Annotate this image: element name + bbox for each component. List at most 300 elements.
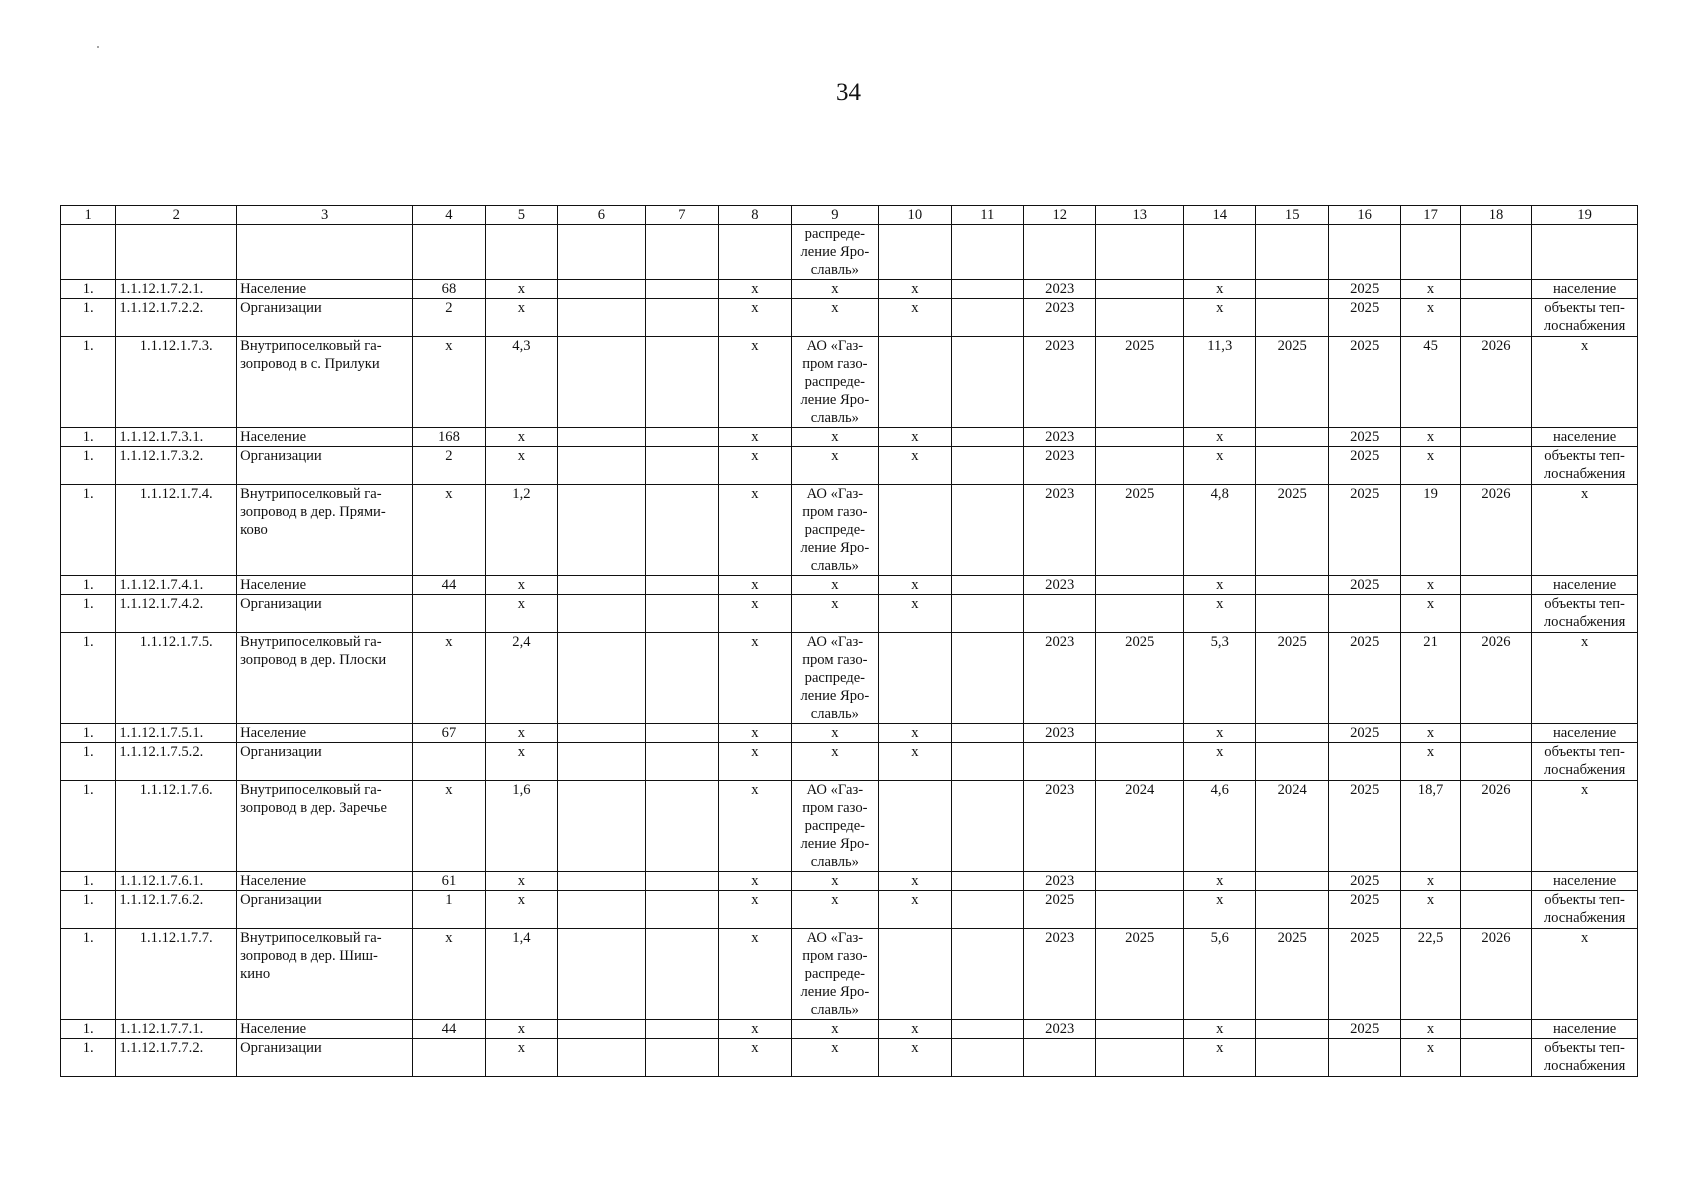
table-cell: 4,6 — [1184, 781, 1256, 872]
table-cell: 45 — [1401, 337, 1460, 428]
table-cell: 61 — [413, 872, 485, 891]
table-cell — [951, 633, 1023, 724]
table-cell: население — [1532, 280, 1638, 299]
table-cell: х — [879, 1039, 951, 1077]
table-cell — [1096, 743, 1184, 781]
table-cell — [645, 743, 718, 781]
table-cell: 1. — [61, 428, 116, 447]
table-cell: 2025 — [1328, 633, 1400, 724]
table-cell — [1256, 299, 1328, 337]
table-cell: 2025 — [1024, 891, 1096, 929]
header-cell: 15 — [1256, 206, 1328, 225]
scan-speck — [97, 46, 99, 48]
table-cell: х — [1532, 485, 1638, 576]
table-cell: 2025 — [1096, 337, 1184, 428]
table-cell — [645, 781, 718, 872]
table-cell — [1460, 280, 1531, 299]
table-cell: 2023 — [1024, 633, 1096, 724]
table-cell — [951, 781, 1023, 872]
table-cell: Внутрипоселковый га- зопровод в дер. Заречье — [237, 781, 413, 872]
table-cell: 2023 — [1024, 428, 1096, 447]
table-cell — [1460, 225, 1531, 280]
table-cell: х — [1532, 337, 1638, 428]
table-cell: х — [485, 280, 557, 299]
table-cell: х — [1401, 1039, 1460, 1077]
table-cell — [558, 633, 646, 724]
table-cell: 21 — [1401, 633, 1460, 724]
table-cell — [1024, 225, 1096, 280]
header-cell: 2 — [116, 206, 237, 225]
table-cell: х — [1184, 1039, 1256, 1077]
table-cell — [951, 872, 1023, 891]
table-cell: объекты теп- лоснабжения — [1532, 299, 1638, 337]
table-cell: 1. — [61, 633, 116, 724]
table-cell: 2026 — [1460, 929, 1531, 1020]
table-cell: х — [1401, 724, 1460, 743]
table-cell: 2,4 — [485, 633, 557, 724]
table-cell: х — [1401, 576, 1460, 595]
table-cell: 2023 — [1024, 576, 1096, 595]
table-cell — [558, 447, 646, 485]
table-cell: 1,6 — [485, 781, 557, 872]
table-cell — [1460, 891, 1531, 929]
table-cell — [413, 743, 485, 781]
table-cell: Население — [237, 872, 413, 891]
table-cell: х — [879, 891, 951, 929]
table-cell — [951, 428, 1023, 447]
table-cell: х — [879, 447, 951, 485]
table-cell: 1. — [61, 1039, 116, 1077]
table-cell: 67 — [413, 724, 485, 743]
table-cell — [1096, 576, 1184, 595]
table-cell: х — [879, 724, 951, 743]
header-cell: 10 — [879, 206, 951, 225]
table-cell: Организации — [237, 743, 413, 781]
table-cell: 1.1.12.1.7.5.2. — [116, 743, 237, 781]
header-cell: 19 — [1532, 206, 1638, 225]
table-cell: х — [413, 633, 485, 724]
table-cell — [1096, 1020, 1184, 1039]
table-row — [61, 781, 1638, 872]
table-cell: х — [1184, 743, 1256, 781]
table-row — [61, 576, 1638, 595]
table-cell — [413, 595, 485, 633]
table-cell: 1 — [413, 891, 485, 929]
table-cell: 1.1.12.1.7.4.1. — [116, 576, 237, 595]
table-cell: население — [1532, 724, 1638, 743]
header-cell: 6 — [558, 206, 646, 225]
table-cell — [1256, 743, 1328, 781]
table-cell: 5,6 — [1184, 929, 1256, 1020]
table-cell: х — [485, 447, 557, 485]
table-row — [61, 891, 1638, 929]
table-cell: 2025 — [1328, 280, 1400, 299]
table-cell: 1.1.12.1.7.2.1. — [116, 280, 237, 299]
table-cell: х — [413, 485, 485, 576]
table-cell: 1. — [61, 576, 116, 595]
table-cell: х — [719, 1039, 791, 1077]
table-cell: х — [485, 1020, 557, 1039]
table-cell: объекты теп- лоснабжения — [1532, 447, 1638, 485]
table-cell: х — [485, 743, 557, 781]
table-cell — [1256, 595, 1328, 633]
table-cell: х — [1401, 1020, 1460, 1039]
table-row — [61, 299, 1638, 337]
table-cell: х — [791, 299, 879, 337]
table-cell — [558, 1039, 646, 1077]
table-cell: Население — [237, 576, 413, 595]
table-cell — [879, 337, 951, 428]
table-cell — [1328, 225, 1400, 280]
table-cell — [1256, 1020, 1328, 1039]
table-cell: х — [485, 872, 557, 891]
table-cell — [1460, 872, 1531, 891]
table-cell: 1. — [61, 299, 116, 337]
table-cell: объекты теп- лоснабжения — [1532, 743, 1638, 781]
table-cell: 4,8 — [1184, 485, 1256, 576]
table-cell — [1256, 447, 1328, 485]
table-row — [61, 595, 1638, 633]
table-cell — [1096, 447, 1184, 485]
table-cell: х — [1184, 1020, 1256, 1039]
table-cell: х — [719, 428, 791, 447]
table-cell: х — [1532, 633, 1638, 724]
table-cell: х — [719, 633, 791, 724]
table-cell: х — [791, 724, 879, 743]
table-row — [61, 929, 1638, 1020]
table-cell — [1328, 595, 1400, 633]
table-cell: 1. — [61, 872, 116, 891]
table-cell: Население — [237, 1020, 413, 1039]
table-cell — [951, 595, 1023, 633]
table-cell — [951, 743, 1023, 781]
table-cell — [558, 428, 646, 447]
table-body — [61, 206, 1638, 1077]
table-cell — [1328, 1039, 1400, 1077]
table-cell: х — [719, 485, 791, 576]
table-cell — [719, 225, 791, 280]
table-cell: 68 — [413, 280, 485, 299]
table-cell: 1.1.12.1.7.5.1. — [116, 724, 237, 743]
table-cell: 1.1.12.1.7.7.1. — [116, 1020, 237, 1039]
table-cell — [879, 225, 951, 280]
table-cell: х — [1401, 447, 1460, 485]
table-row — [61, 872, 1638, 891]
table-cell: 2023 — [1024, 299, 1096, 337]
table-row — [61, 280, 1638, 299]
table-row — [61, 1039, 1638, 1077]
table-cell — [1256, 1039, 1328, 1077]
table-cell: 1. — [61, 337, 116, 428]
table-cell: х — [791, 872, 879, 891]
table-cell: х — [719, 872, 791, 891]
table-cell: х — [791, 891, 879, 929]
table-cell: 1. — [61, 724, 116, 743]
table-cell — [1096, 595, 1184, 633]
table-cell: 19 — [1401, 485, 1460, 576]
table-cell: х — [1184, 280, 1256, 299]
table-cell: 2024 — [1096, 781, 1184, 872]
table-cell — [951, 929, 1023, 1020]
header-row — [61, 206, 1638, 225]
table-cell: 1.1.12.1.7.7. — [116, 929, 237, 1020]
table-cell: х — [719, 576, 791, 595]
header-cell: 3 — [237, 206, 413, 225]
table-cell — [645, 447, 718, 485]
table-cell — [951, 1039, 1023, 1077]
table-cell: Внутрипоселковый га- зопровод в дер. Шиш- кино — [237, 929, 413, 1020]
table-cell: АО «Газ- пром газо- распреде- ление Яро- славль» — [791, 485, 879, 576]
header-cell: 8 — [719, 206, 791, 225]
table-cell — [558, 225, 646, 280]
table-cell: 2026 — [1460, 781, 1531, 872]
table-cell: 168 — [413, 428, 485, 447]
table-cell: х — [485, 595, 557, 633]
table-cell: Внутрипоселковый га- зопровод в дер. Плоски — [237, 633, 413, 724]
table-cell: Население — [237, 428, 413, 447]
table-cell: объекты теп- лоснабжения — [1532, 595, 1638, 633]
table-cell — [645, 872, 718, 891]
table-cell: Организации — [237, 595, 413, 633]
table-cell: х — [791, 280, 879, 299]
table-cell: 1. — [61, 280, 116, 299]
table-cell: Внутрипоселковый га- зопровод в с. Прилуки — [237, 337, 413, 428]
table-cell: 2025 — [1328, 891, 1400, 929]
table-cell: 2025 — [1328, 447, 1400, 485]
table-cell — [558, 299, 646, 337]
table-cell — [1460, 299, 1531, 337]
table-cell: 2025 — [1096, 633, 1184, 724]
table-cell: 2023 — [1024, 485, 1096, 576]
table-cell: 2025 — [1256, 485, 1328, 576]
table-cell: 4,3 — [485, 337, 557, 428]
table-cell: 2026 — [1460, 633, 1531, 724]
table-cell — [951, 447, 1023, 485]
table-cell: 2025 — [1328, 724, 1400, 743]
table-cell: 1.1.12.1.7.3.2. — [116, 447, 237, 485]
header-cell: 9 — [791, 206, 879, 225]
table-cell: 1.1.12.1.7.7.2. — [116, 1039, 237, 1077]
table-cell — [1256, 280, 1328, 299]
table-cell: 22,5 — [1401, 929, 1460, 1020]
table-cell: 2025 — [1328, 428, 1400, 447]
table-row — [61, 225, 1638, 280]
table-cell: 1. — [61, 485, 116, 576]
table-cell: 1.1.12.1.7.6.2. — [116, 891, 237, 929]
table-cell: АО «Газ- пром газо- распреде- ление Яро- славль» — [791, 781, 879, 872]
table-cell: 1. — [61, 595, 116, 633]
table-cell — [61, 225, 116, 280]
table-cell: 2023 — [1024, 337, 1096, 428]
table-cell: население — [1532, 872, 1638, 891]
table-cell: 18,7 — [1401, 781, 1460, 872]
header-cell: 14 — [1184, 206, 1256, 225]
table-cell — [558, 781, 646, 872]
table-cell — [1096, 872, 1184, 891]
table-cell: население — [1532, 576, 1638, 595]
page-number: 34 — [836, 79, 861, 106]
table-cell: х — [791, 447, 879, 485]
table-cell — [645, 1039, 718, 1077]
table-row — [61, 1020, 1638, 1039]
table-cell: Организации — [237, 447, 413, 485]
table-cell — [485, 225, 557, 280]
table-cell: 2025 — [1328, 781, 1400, 872]
table-cell: 2025 — [1328, 337, 1400, 428]
table-row — [61, 337, 1638, 428]
table-cell — [645, 891, 718, 929]
table-cell: 1. — [61, 929, 116, 1020]
table-cell: 1.1.12.1.7.5. — [116, 633, 237, 724]
table-cell — [951, 337, 1023, 428]
table-cell: 2 — [413, 299, 485, 337]
table-cell: х — [1401, 595, 1460, 633]
table-cell: АО «Газ- пром газо- распреде- ление Яро- славль» — [791, 337, 879, 428]
table-cell: х — [791, 1039, 879, 1077]
table-cell: х — [1401, 743, 1460, 781]
table-cell — [558, 891, 646, 929]
table-cell: х — [879, 576, 951, 595]
table-cell — [645, 595, 718, 633]
table-cell: 2025 — [1328, 576, 1400, 595]
gas-pipeline-table — [60, 205, 1638, 1077]
table-cell: х — [1532, 781, 1638, 872]
table-cell — [645, 929, 718, 1020]
table-cell: 2023 — [1024, 1020, 1096, 1039]
table-cell: 2023 — [1024, 447, 1096, 485]
table-cell: Внутрипоселковый га- зопровод в дер. Прями- ково — [237, 485, 413, 576]
table-cell — [116, 225, 237, 280]
table-cell: 2025 — [1328, 485, 1400, 576]
table-cell — [1024, 1039, 1096, 1077]
table-row — [61, 447, 1638, 485]
table-cell — [558, 337, 646, 428]
table-cell: х — [719, 595, 791, 633]
table-cell: объекты теп- лоснабжения — [1532, 1039, 1638, 1077]
table-cell — [1460, 428, 1531, 447]
table-cell: х — [791, 576, 879, 595]
table-cell — [645, 1020, 718, 1039]
table-cell — [645, 633, 718, 724]
table-cell — [951, 280, 1023, 299]
table-cell: 1. — [61, 1020, 116, 1039]
table-cell: х — [879, 428, 951, 447]
table-cell: х — [413, 781, 485, 872]
table-cell — [879, 929, 951, 1020]
table-cell — [558, 1020, 646, 1039]
table-cell: х — [719, 280, 791, 299]
table-cell: 2024 — [1256, 781, 1328, 872]
table-cell: х — [879, 299, 951, 337]
table-cell: х — [1401, 891, 1460, 929]
table-cell: 1.1.12.1.7.2.2. — [116, 299, 237, 337]
table-cell: х — [719, 724, 791, 743]
table-cell — [1256, 428, 1328, 447]
table-cell — [1096, 225, 1184, 280]
table-cell — [1460, 576, 1531, 595]
table-cell: х — [719, 781, 791, 872]
table-cell — [1256, 872, 1328, 891]
table-cell — [1460, 1020, 1531, 1039]
table-cell — [1328, 743, 1400, 781]
table-row — [61, 428, 1638, 447]
table-cell — [951, 576, 1023, 595]
table-cell: 2 — [413, 447, 485, 485]
table-cell — [413, 1039, 485, 1077]
table-row — [61, 743, 1638, 781]
table-cell: х — [719, 743, 791, 781]
table-cell: х — [485, 1039, 557, 1077]
table-cell — [1460, 724, 1531, 743]
table-cell: 2025 — [1256, 929, 1328, 1020]
table-cell: население — [1532, 1020, 1638, 1039]
table-cell: х — [1184, 891, 1256, 929]
header-cell: 17 — [1401, 206, 1460, 225]
table-cell: АО «Газ- пром газо- распреде- ление Яро- славль» — [791, 929, 879, 1020]
table-cell: х — [1184, 872, 1256, 891]
table-cell: х — [719, 299, 791, 337]
table-row — [61, 724, 1638, 743]
table-cell: х — [791, 743, 879, 781]
table-cell: х — [879, 280, 951, 299]
table-cell — [1096, 280, 1184, 299]
table-cell: 2025 — [1256, 337, 1328, 428]
table-cell: х — [1401, 299, 1460, 337]
table-cell — [558, 280, 646, 299]
table-cell: х — [485, 576, 557, 595]
table-cell — [1532, 225, 1638, 280]
table-cell — [879, 781, 951, 872]
table-cell — [951, 724, 1023, 743]
table-cell: 1. — [61, 447, 116, 485]
table-cell: 2025 — [1328, 929, 1400, 1020]
table-cell: х — [1184, 447, 1256, 485]
table-row — [61, 633, 1638, 724]
table-cell: 2023 — [1024, 781, 1096, 872]
table-cell — [1096, 428, 1184, 447]
table-cell: 1.1.12.1.7.3. — [116, 337, 237, 428]
table-cell: х — [1184, 576, 1256, 595]
table-cell: х — [879, 1020, 951, 1039]
table-cell: х — [719, 929, 791, 1020]
table-cell — [951, 891, 1023, 929]
table-cell — [1184, 225, 1256, 280]
header-cell: 16 — [1328, 206, 1400, 225]
table-cell: х — [791, 1020, 879, 1039]
table-cell — [1096, 1039, 1184, 1077]
table-cell: 2025 — [1328, 872, 1400, 891]
table-cell: 1. — [61, 781, 116, 872]
table-cell: 1. — [61, 743, 116, 781]
table-cell: 1.1.12.1.7.4.2. — [116, 595, 237, 633]
table-cell: х — [719, 891, 791, 929]
table-cell — [237, 225, 413, 280]
table-cell — [951, 225, 1023, 280]
table-cell: 44 — [413, 1020, 485, 1039]
table-cell: х — [791, 428, 879, 447]
table-cell — [1460, 447, 1531, 485]
table-cell — [951, 485, 1023, 576]
table-cell: 2023 — [1024, 872, 1096, 891]
header-cell: 11 — [951, 206, 1023, 225]
table-cell — [558, 576, 646, 595]
table-cell — [1024, 595, 1096, 633]
table-cell: 2025 — [1328, 1020, 1400, 1039]
table-cell: Население — [237, 724, 413, 743]
table-cell: х — [1184, 595, 1256, 633]
table-cell — [951, 1020, 1023, 1039]
table-cell: 5,3 — [1184, 633, 1256, 724]
